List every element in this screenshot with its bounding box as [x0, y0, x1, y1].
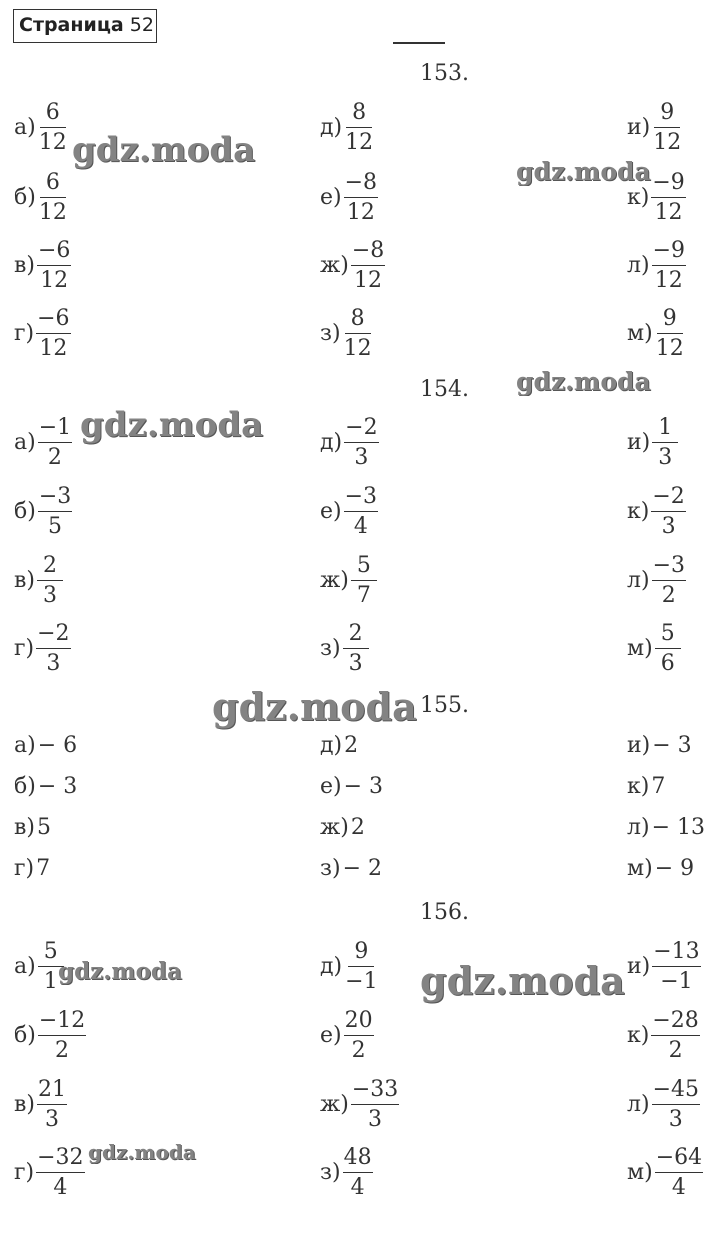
answer-label: г): [14, 635, 35, 661]
fraction: [344, 415, 378, 469]
exercise-answer: [627, 621, 681, 675]
section-number: 154.: [420, 377, 469, 402]
exercise-answer: [14, 170, 68, 224]
answer-label: д): [320, 429, 343, 455]
fraction-numerator: 1: [652, 415, 678, 443]
fraction-denominator: 12: [38, 200, 67, 225]
exercise-answer: [320, 939, 379, 993]
answer-label: к): [627, 1022, 650, 1048]
page-header: [13, 9, 157, 43]
fraction-denominator: 12: [343, 336, 372, 361]
exercise-answer: [14, 238, 71, 292]
answer-label: к): [627, 498, 650, 524]
answer-label: в): [14, 567, 35, 593]
answer-label: д): [320, 114, 343, 140]
watermark: gdz.moda: [80, 405, 264, 445]
exercise-answer: [320, 415, 379, 469]
fraction: [351, 1077, 399, 1131]
fraction-denominator: 1: [43, 969, 58, 994]
fraction-numerator: −8: [351, 238, 385, 266]
watermark: gdz.moda: [516, 157, 651, 186]
exercise-answer: [14, 621, 71, 675]
exercise-answer: [320, 553, 377, 607]
answer-label: а): [14, 114, 36, 140]
fraction-denominator: 3: [661, 514, 676, 539]
fraction: [37, 238, 71, 292]
exercise-answer: [320, 170, 378, 224]
page-header-label: Страница: [19, 14, 124, 36]
fraction: [344, 100, 374, 154]
watermark: gdz.moda: [58, 958, 182, 985]
exercise-answer: [14, 1077, 67, 1131]
answer-label: ж): [320, 815, 349, 840]
answer-label: з): [320, 1159, 341, 1185]
fraction-numerator: 2: [37, 553, 63, 581]
exercise-answer: [320, 621, 369, 675]
exercise-answer: [627, 100, 682, 154]
page-number: 52: [129, 14, 154, 36]
exercise-answer: [627, 553, 686, 607]
fraction-numerator: −8: [344, 170, 378, 198]
exercise-answer: [14, 306, 71, 360]
fraction-denominator: 3: [42, 583, 57, 608]
fraction-numerator: 5: [38, 939, 64, 967]
fraction-numerator: −12: [38, 1008, 86, 1036]
fraction-numerator: 20: [344, 1008, 374, 1036]
fraction-denominator: 4: [53, 1175, 68, 1200]
exercise-answer: [320, 774, 383, 799]
answer-value: − 3: [652, 733, 692, 758]
exercise-answer: [627, 1077, 700, 1131]
fraction-denominator: 12: [40, 268, 69, 293]
watermark: gdz.moda: [88, 1140, 196, 1164]
fraction-denominator: 12: [345, 130, 374, 155]
watermark: gdz.moda: [72, 130, 256, 170]
fraction-numerator: 6: [40, 170, 66, 198]
answer-label: б): [14, 774, 36, 799]
answer-value: − 13: [651, 815, 705, 840]
answer-label: а): [14, 953, 36, 979]
fraction-numerator: 9: [657, 306, 683, 334]
answer-label: л): [627, 815, 650, 840]
exercise-answer: [320, 856, 382, 881]
answer-label: и): [627, 429, 651, 455]
fraction-numerator: −3: [344, 484, 378, 512]
fraction-denominator: 4: [353, 514, 368, 539]
fraction-denominator: 7: [356, 583, 371, 608]
answer-label: б): [14, 184, 36, 210]
fraction: [344, 1008, 374, 1062]
exercise-answer: [14, 484, 72, 538]
fraction-denominator: −1: [345, 969, 378, 994]
fraction: [652, 1077, 700, 1131]
fraction: [351, 553, 377, 607]
fraction-denominator: 3: [44, 1107, 59, 1132]
fraction-denominator: 3: [46, 651, 61, 676]
fraction-denominator: 12: [655, 336, 684, 361]
fraction-denominator: 12: [654, 200, 683, 225]
fraction: [652, 238, 686, 292]
answer-label: а): [14, 733, 36, 758]
answer-label: д): [320, 733, 343, 758]
answer-label: ж): [320, 252, 349, 278]
exercise-answer: [627, 733, 692, 758]
fraction: [652, 939, 700, 993]
fraction-numerator: 6: [40, 100, 66, 128]
exercise-answer: [14, 1008, 86, 1062]
answer-label: м): [627, 635, 653, 661]
fraction-denominator: 3: [348, 651, 363, 676]
answer-label: д): [320, 953, 343, 979]
fraction-denominator: 2: [661, 583, 676, 608]
exercise-answer: [627, 939, 701, 993]
answer-label: л): [627, 1091, 650, 1117]
answer-value: 2: [350, 815, 365, 840]
exercise-answer: [14, 1145, 85, 1199]
fraction: [655, 306, 685, 360]
answer-value: 7: [651, 774, 666, 799]
fraction: [36, 306, 70, 360]
exercise-answer: [627, 815, 705, 840]
answer-label: е): [320, 498, 342, 524]
fraction-numerator: −32: [36, 1145, 84, 1173]
fraction-denominator: 12: [346, 200, 375, 225]
fraction: [38, 100, 68, 154]
fraction: [652, 100, 682, 154]
exercise-answer: [627, 1145, 703, 1199]
exercise-answer: [14, 939, 64, 993]
fraction-numerator: −2: [651, 484, 685, 512]
fraction-denominator: 3: [368, 1107, 383, 1132]
exercise-answer: [320, 306, 373, 360]
answer-label: и): [627, 953, 651, 979]
section-number: 156.: [420, 900, 469, 925]
fraction-numerator: −64: [655, 1145, 703, 1173]
answer-value: 5: [36, 815, 51, 840]
fraction-numerator: −2: [344, 415, 378, 443]
fraction-numerator: −28: [651, 1008, 699, 1036]
fraction-denominator: 12: [653, 130, 682, 155]
fraction: [344, 484, 378, 538]
answer-label: з): [320, 320, 341, 346]
exercise-answer: [14, 415, 72, 469]
fraction: [343, 306, 373, 360]
fraction-numerator: 21: [37, 1077, 67, 1105]
fraction: [655, 1145, 703, 1199]
exercise-answer: [320, 1077, 399, 1131]
fraction: [36, 1145, 84, 1199]
exercise-answer: [627, 238, 686, 292]
fraction: [37, 1077, 67, 1131]
fraction-numerator: −1: [38, 415, 72, 443]
answer-label: б): [14, 498, 36, 524]
answer-value: 2: [344, 733, 359, 758]
answer-label: а): [14, 429, 36, 455]
fraction-numerator: 5: [655, 621, 681, 649]
answer-value: − 3: [343, 774, 384, 799]
fraction-denominator: 2: [47, 445, 62, 470]
answer-value: 7: [36, 856, 51, 881]
answer-label: в): [14, 252, 35, 278]
fraction-denominator: 12: [654, 268, 683, 293]
exercise-answer: [320, 100, 374, 154]
exercise-answer: [14, 733, 77, 758]
fraction-numerator: 9: [348, 939, 374, 967]
answer-value: − 2: [342, 856, 383, 881]
fraction-numerator: −6: [36, 306, 70, 334]
answer-label: е): [320, 184, 342, 210]
answer-label: к): [627, 184, 650, 210]
answer-label: и): [627, 733, 651, 758]
answer-label: л): [627, 252, 650, 278]
fraction-denominator: 6: [660, 651, 675, 676]
fraction: [38, 484, 72, 538]
fraction-denominator: 2: [351, 1038, 366, 1063]
fraction-denominator: 2: [668, 1038, 683, 1063]
section-number: 153.: [420, 61, 469, 86]
fraction-denominator: 3: [354, 445, 369, 470]
fraction-denominator: 5: [48, 514, 63, 539]
answer-label: г): [14, 1159, 35, 1185]
exercise-answer: [627, 774, 665, 799]
answer-label: м): [627, 1159, 653, 1185]
fraction-denominator: 4: [671, 1175, 686, 1200]
fraction-numerator: 5: [351, 553, 377, 581]
exercise-answer: [320, 1145, 373, 1199]
answer-label: в): [14, 815, 35, 840]
answer-label: м): [627, 856, 653, 881]
exercise-answer: [320, 484, 378, 538]
fraction: [344, 939, 378, 993]
fraction-denominator: 12: [354, 268, 383, 293]
answer-label: и): [627, 114, 651, 140]
answer-label: г): [14, 320, 35, 346]
fraction-numerator: −9: [651, 170, 685, 198]
exercise-answer: [320, 815, 365, 840]
answer-label: л): [627, 567, 650, 593]
fraction: [651, 484, 685, 538]
exercise-answer: [320, 238, 385, 292]
fraction-numerator: 8: [346, 100, 372, 128]
fraction-numerator: 2: [343, 621, 369, 649]
answer-value: − 6: [37, 733, 78, 758]
fraction: [37, 553, 63, 607]
exercise-answer: [14, 553, 63, 607]
fraction-denominator: 3: [658, 445, 673, 470]
fraction-denominator: 3: [668, 1107, 683, 1132]
section-number: 155.: [420, 693, 469, 718]
fraction-numerator: −3: [38, 484, 72, 512]
fraction: [36, 621, 70, 675]
exercise-answer: [14, 856, 50, 881]
exercise-answer: [320, 733, 358, 758]
fraction-numerator: −13: [652, 939, 700, 967]
fraction: [343, 621, 369, 675]
fraction: [351, 238, 385, 292]
answer-label: з): [320, 635, 341, 661]
fraction-numerator: −9: [652, 238, 686, 266]
exercise-answer: [627, 856, 694, 881]
fraction-numerator: 8: [345, 306, 371, 334]
fraction: [343, 1145, 373, 1199]
fraction-numerator: 48: [343, 1145, 373, 1173]
watermark: gdz.moda: [212, 684, 417, 729]
fraction: [38, 1008, 86, 1062]
fraction-numerator: −3: [652, 553, 686, 581]
fraction-denominator: −1: [660, 969, 693, 994]
exercise-answer: [14, 815, 51, 840]
fraction: [651, 170, 685, 224]
exercise-answer: [14, 774, 77, 799]
fraction-denominator: 4: [350, 1175, 365, 1200]
answer-label: е): [320, 1022, 342, 1048]
answer-label: ж): [320, 567, 349, 593]
watermark: gdz.moda: [516, 367, 651, 396]
answer-label: г): [14, 856, 35, 881]
answer-label: з): [320, 856, 341, 881]
top-rule: [393, 42, 445, 44]
answer-label: б): [14, 1022, 36, 1048]
watermark: gdz.moda: [420, 958, 625, 1003]
fraction-numerator: 9: [654, 100, 680, 128]
fraction: [38, 170, 68, 224]
fraction-numerator: −45: [652, 1077, 700, 1105]
exercise-answer: [320, 1008, 374, 1062]
fraction-numerator: −33: [351, 1077, 399, 1105]
exercise-answer: [14, 100, 68, 154]
answer-label: м): [627, 320, 653, 346]
fraction: [38, 415, 72, 469]
exercise-answer: [627, 306, 685, 360]
exercise-answer: [627, 484, 686, 538]
fraction: [652, 553, 686, 607]
fraction-denominator: 12: [38, 130, 67, 155]
exercise-answer: [627, 1008, 700, 1062]
fraction-numerator: −6: [37, 238, 71, 266]
fraction: [344, 170, 378, 224]
answer-label: в): [14, 1091, 35, 1117]
exercise-answer: [627, 415, 678, 469]
fraction: [651, 1008, 699, 1062]
answer-value: − 9: [654, 856, 695, 881]
fraction-numerator: −2: [36, 621, 70, 649]
answer-label: е): [320, 774, 342, 799]
fraction: [655, 621, 681, 675]
answer-label: ж): [320, 1091, 349, 1117]
fraction-denominator: 12: [39, 336, 68, 361]
fraction: [652, 415, 678, 469]
answer-label: к): [627, 774, 650, 799]
fraction-denominator: 2: [55, 1038, 70, 1063]
answer-value: − 3: [37, 774, 78, 799]
